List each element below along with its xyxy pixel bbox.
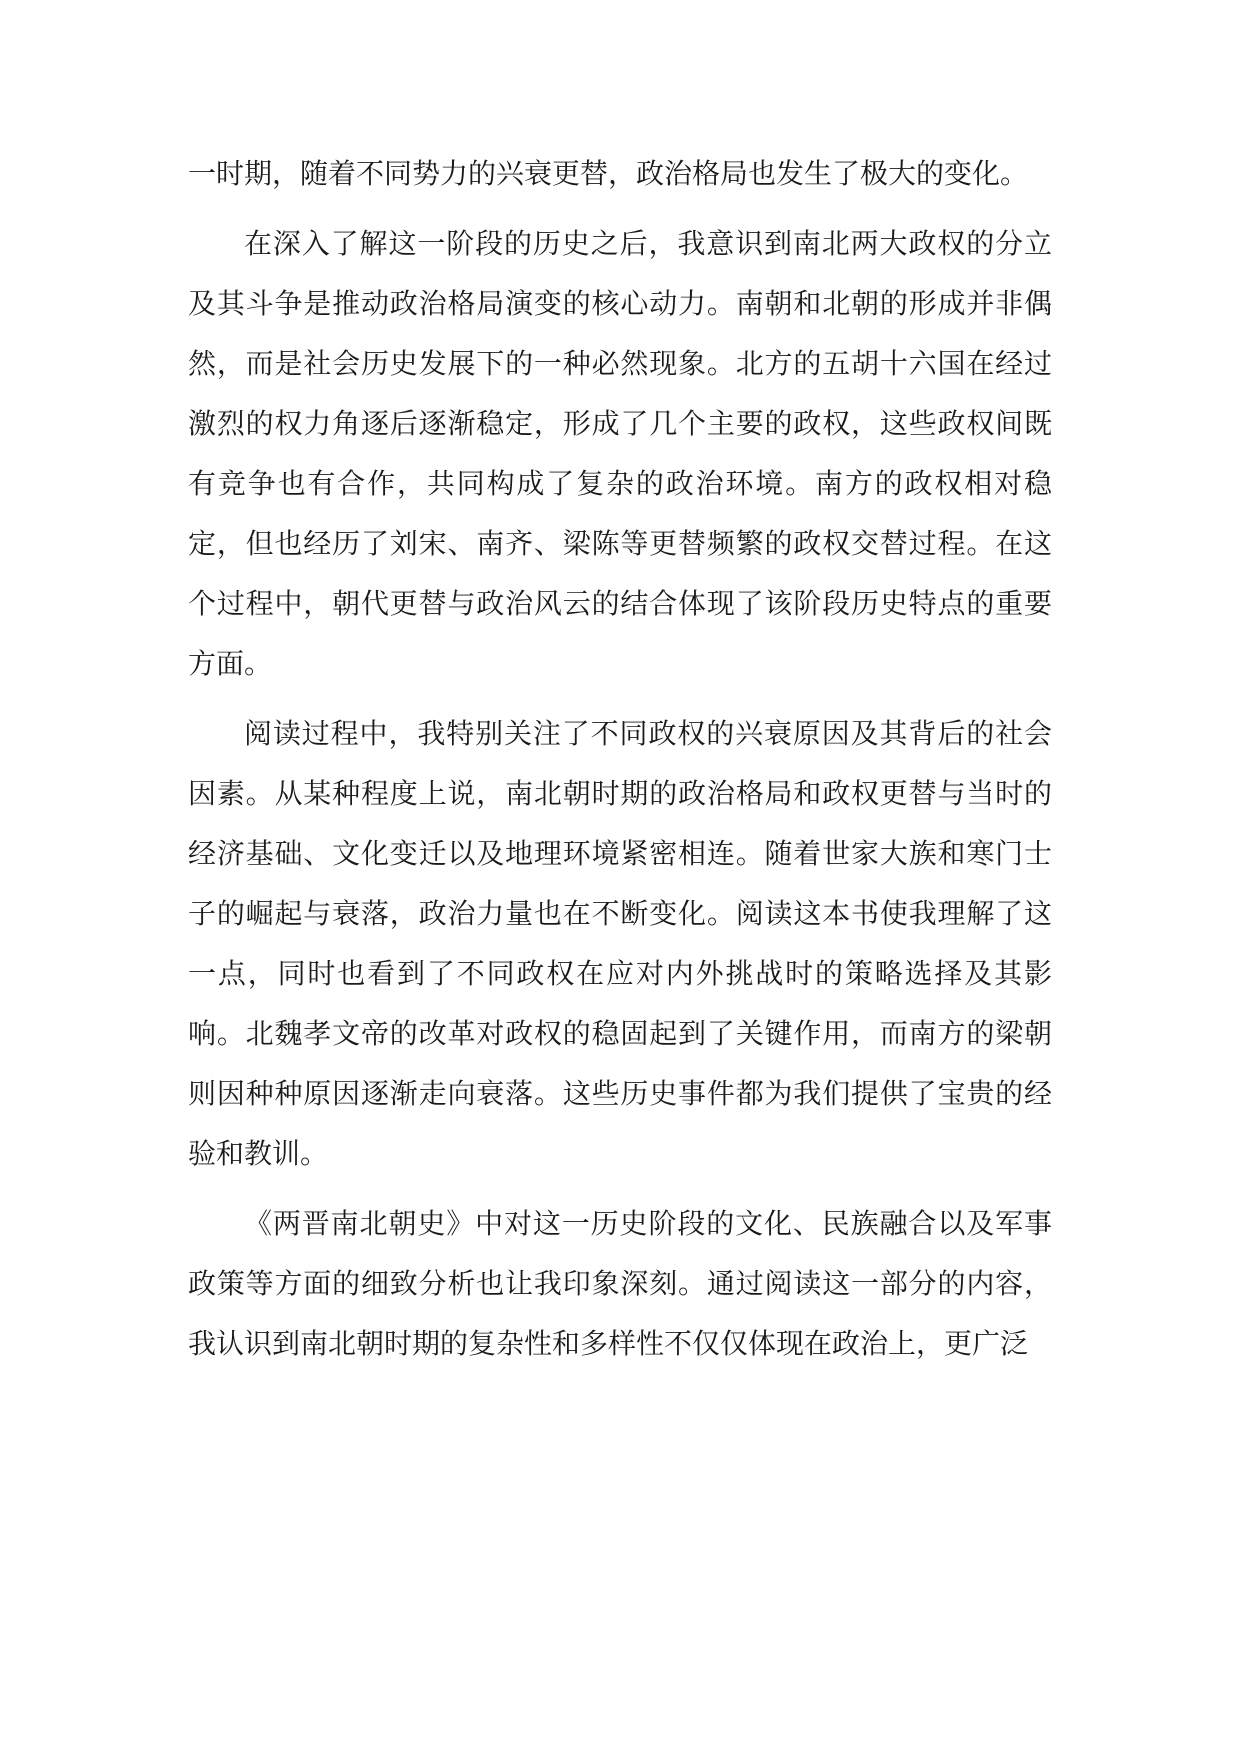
paragraph-continuation: 一时期，随着不同势力的兴衰更替，政治格局也发生了极大的变化。 — [188, 157, 1029, 190]
paragraph-political-division: 在深入了解这一阶段的历史之后，我意识到南北两大政权的分立及其斗争是推动政治格局演变的核心动力。南朝和北朝的形成并非偶然，而是社会历史发展下的一种必然现象。北方的五胡十六国在经过激烈的权力角逐后逐渐稳定，形成了几个主要的政权，这些政权间既有竞争也有合作，共同构成了复杂的政治环境。南方的政权相对稳定，但也经历了刘宋、南齐、梁陈等更替频繁的政权交替过程。在这个过程中，朝代更替与政治风云的结合体现了该阶段历史特点的重要方面。 — [188, 227, 1052, 680]
document-body — [188, 144, 1052, 1374]
paragraph-regime-rise-fall: 阅读过程中，我特别关注了不同政权的兴衰原因及其背后的社会因素。从某种程度上说，南北朝时期的政治格局和政权更替与当时的经济基础、文化变迁以及地理环境紧密相连。随着世家大族和寒门士子的崛起与衰落，政治力量也在不断变化。阅读这本书使我理解了这一点，同时也看到了不同政权在应对内外挑战时的策略选择及其影响。北魏孝文帝的改革对政权的稳固起到了关键作用，而南方的梁朝则因种种原因逐渐走向衰落。这些历史事件都为我们提供了宝贵的经验和教训。 — [188, 717, 1052, 1170]
paragraph-culture-analysis: 《两晋南北朝史》中对这一历史阶段的文化、民族融合以及军事政策等方面的细致分析也让我印象深刻。通过阅读这一部分的内容，我认识到南北朝时期的复杂性和多样性不仅仅体现在政治上，更广泛 — [188, 1207, 1052, 1360]
